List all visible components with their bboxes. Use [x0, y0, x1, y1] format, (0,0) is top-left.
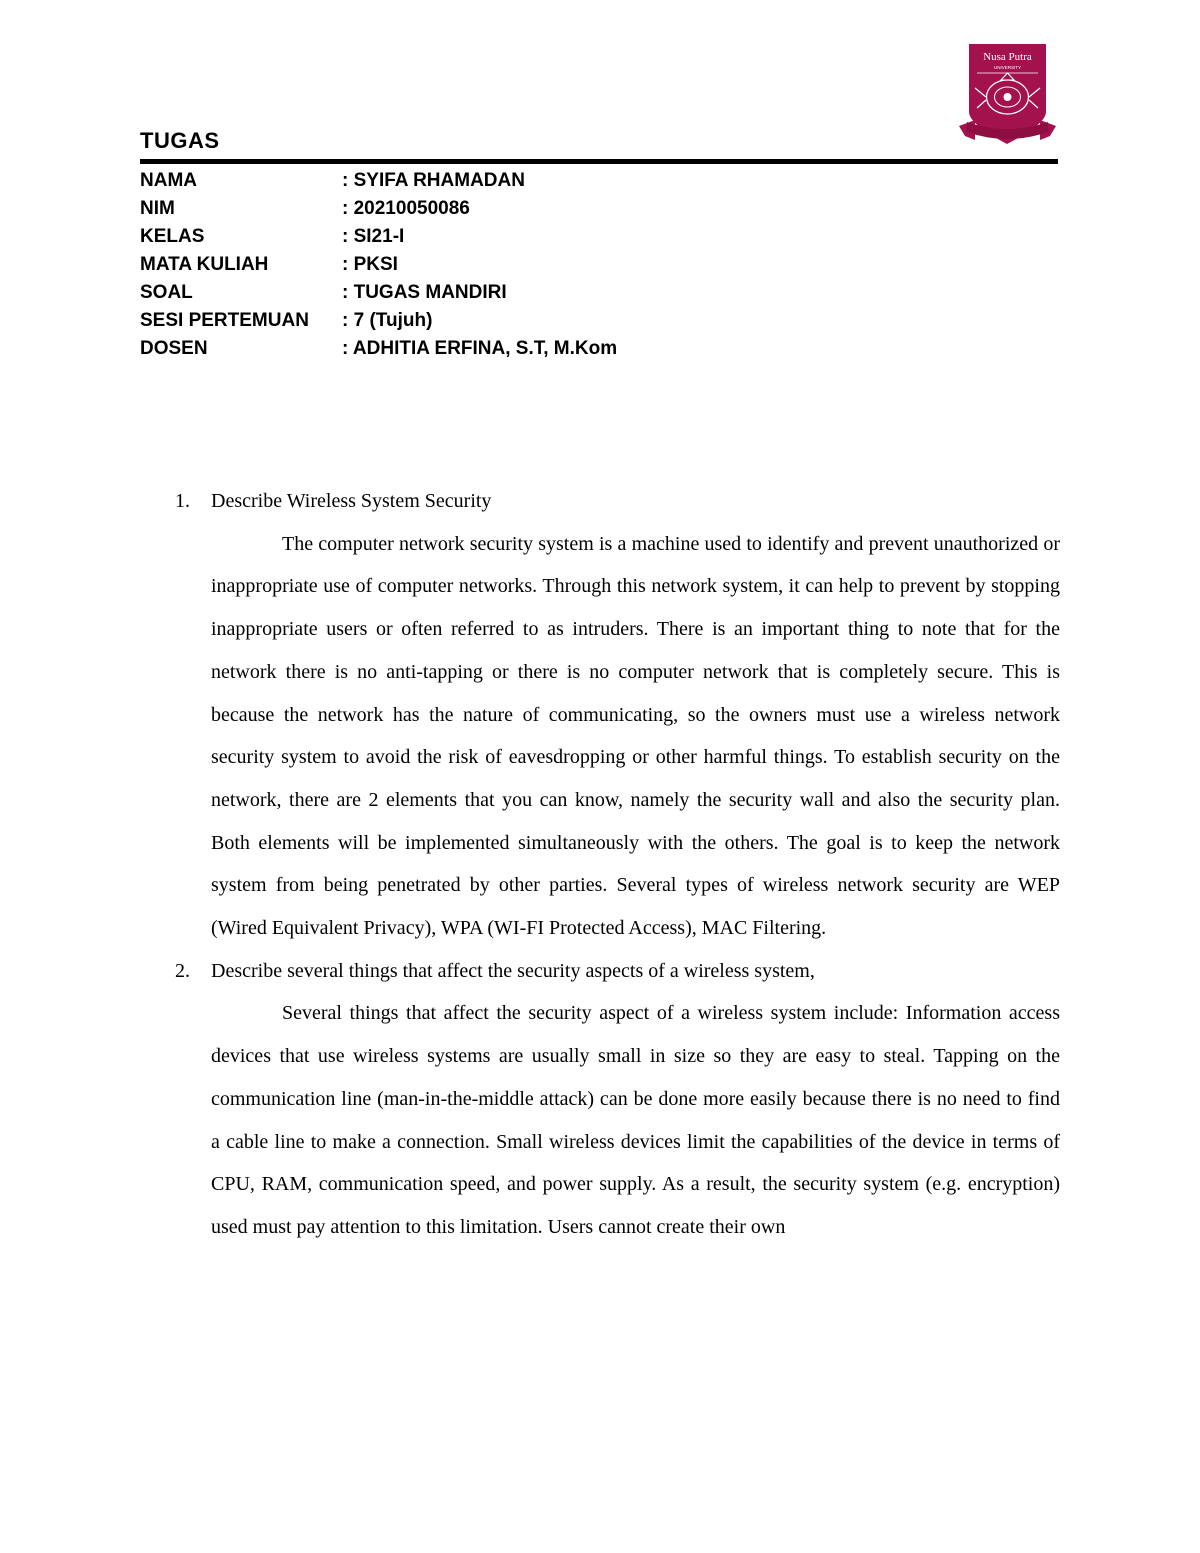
question-text: Describe several things that affect the security aspects of a wireless system, [211, 959, 815, 982]
university-logo [955, 40, 1060, 148]
list-item [140, 480, 1060, 950]
answer-text: The computer network security system is a machine used to identify and prevent unauthorized or inappropriate use of computer networks. Through this network system, it can help to prevent by stopping inappropriate users or often referred to as intruders. There is an important thing to note that for the network there is no anti-tapping or there is no computer network that is completely secure. This is because the network has the nature of communicating, so the owners must use a wireless network security system to avoid the risk of eavesdropping or other harmful things. To establish security on the network, there are 2 elements that you can know, namely the security wall and also the security plan. Both elements will be implemented simultaneously with the others. The goal is to keep the network system from being penetrated by other parties. Several types of wireless network security are WEP (Wired Equivalent Privacy), WPA (WI-FI Protected Access), MAC Filtering. [211, 532, 1060, 940]
header-divider [140, 159, 1058, 164]
info-row-nama [140, 167, 617, 195]
list-item [140, 950, 1060, 1249]
student-info [140, 167, 617, 363]
document-title: TUGAS [140, 128, 220, 153]
question-text: Describe Wireless System Security [211, 490, 492, 512]
info-value: : PKSI [342, 254, 398, 275]
list-item-number: 1. [175, 490, 190, 512]
info-value: : SI21-I [342, 226, 405, 247]
question-list [140, 480, 1060, 1249]
info-row-kelas [140, 223, 617, 251]
answer-text: Several things that affect the security aspect of a wireless system include: Information access devices that use wireless systems are usually small in size so they are easy to steal. Tapping on the communication line (man-in-the-middle attack) can be done more easily because there is no need to find a cable line to make a connection. Small wireless devices limit the capabilities of the device in terms of CPU, RAM, communication speed, and power supply. As a result, the security system (e.g. encryption) used must pay attention to this limitation. Users cannot create their own [211, 1002, 1060, 1238]
info-row-soal [140, 279, 617, 307]
logo-subtext: UNIVERSITY [993, 65, 1022, 70]
info-value: : 20210050086 [342, 198, 470, 219]
info-row-nim [140, 195, 617, 223]
info-value: : ADHITIA ERFINA, S.T, M.Kom [342, 338, 618, 359]
info-label: DOSEN [140, 338, 208, 359]
info-label: SOAL [140, 282, 193, 303]
info-row-mata-kuliah [140, 251, 617, 279]
info-value: : 7 (Tujuh) [342, 310, 433, 331]
info-label: NIM [140, 198, 175, 219]
info-label: MATA KULIAH [140, 254, 269, 275]
info-label: NAMA [140, 170, 197, 191]
university-crest-icon [955, 40, 1060, 148]
list-item-number: 2. [175, 959, 190, 982]
info-row-sesi-pertemuan [140, 307, 617, 335]
info-value: : TUGAS MANDIRI [342, 282, 507, 303]
info-label: KELAS [140, 226, 205, 247]
logo-name: Nusa Putra [983, 51, 1032, 63]
info-value: : SYIFA RHAMADAN [342, 170, 525, 191]
info-label: SESI PERTEMUAN [140, 310, 309, 331]
info-row-dosen [140, 335, 617, 363]
